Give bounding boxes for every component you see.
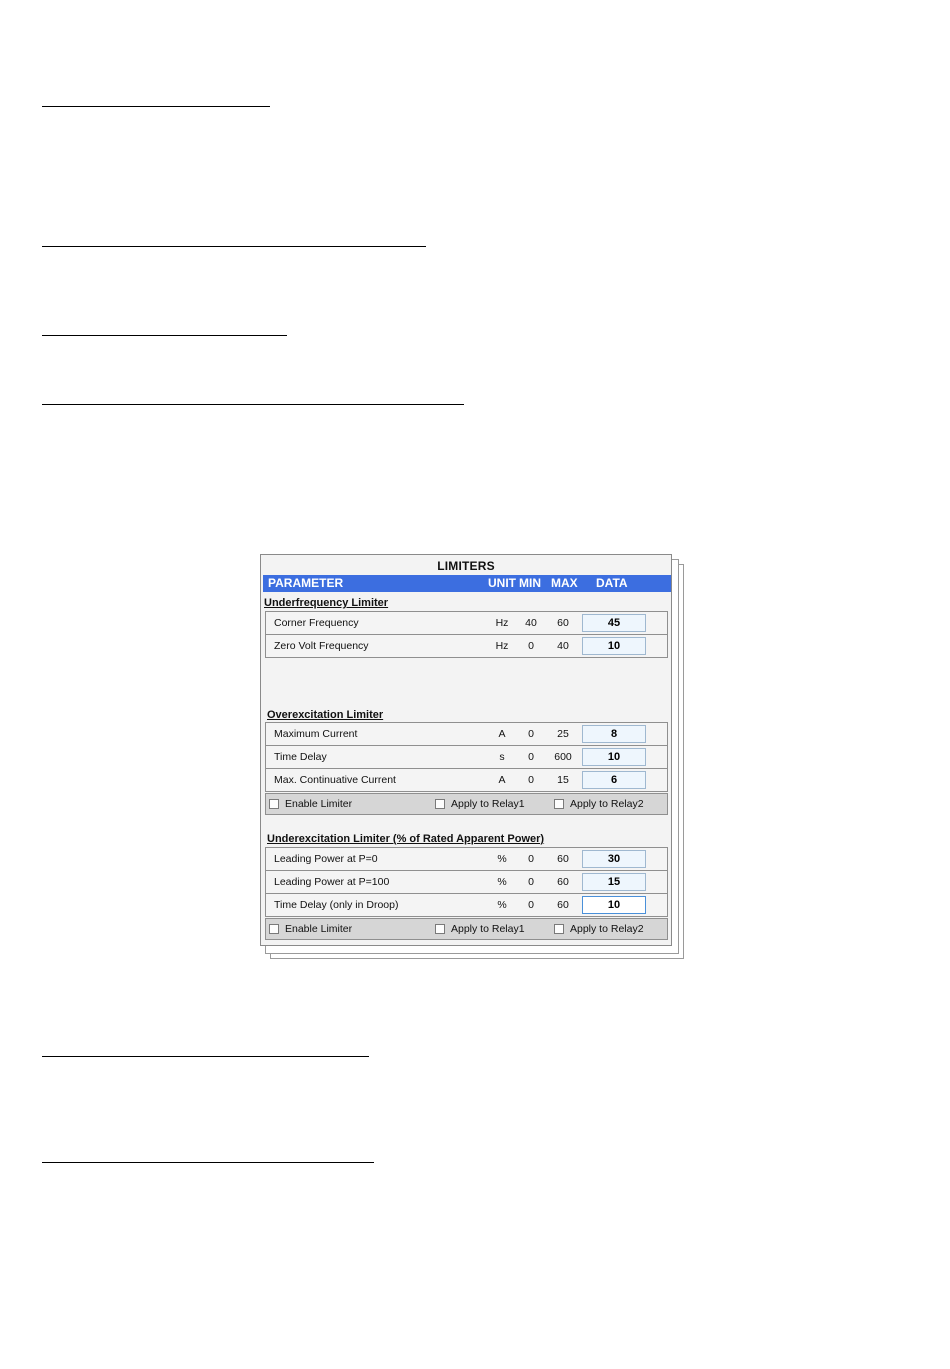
document-rule-3 [42,335,287,336]
overexcitation-options-bar [265,793,668,815]
checkbox-label: Apply to Relay2 [570,923,644,935]
document-rule-1 [42,106,270,107]
param-unit: A [498,774,506,786]
param-max: 60 [557,853,569,865]
checkbox-label: Enable Limiter [285,923,353,935]
param-name: Max. Continuative Current [274,774,396,786]
param-min: 0 [528,876,534,888]
param-name: Leading Power at P=100 [274,876,390,888]
param-name: Time Delay (only in Droop) [274,899,399,911]
param-max: 60 [557,617,569,629]
param-min: 0 [528,899,534,911]
panel-title: LIMITERS [437,559,495,573]
table-row [266,848,667,871]
param-name: Leading Power at P=0 [274,853,378,865]
limiters-panel [260,554,672,946]
document-rule-6 [42,1162,374,1163]
param-name: Maximum Current [274,728,358,740]
leading-power-p100-input[interactable] [582,873,646,891]
column-header-bar [263,575,671,592]
param-min: 40 [525,617,537,629]
param-min: 0 [528,640,534,652]
underexcitation-relay1-checkbox[interactable] [435,923,525,935]
droop-time-delay-input[interactable] [582,896,646,914]
underexcitation-enable-checkbox[interactable] [269,923,352,935]
param-unit: A [498,728,506,740]
document-rule-4 [42,404,464,405]
continuative-current-input[interactable] [582,771,646,789]
zero-volt-frequency-input[interactable] [582,637,646,655]
param-unit: s [499,751,505,763]
param-unit: Hz [495,617,509,629]
checkbox-icon [435,924,445,934]
header-min: MIN [519,576,541,590]
checkbox-icon [554,799,564,809]
table-row [266,871,667,894]
param-unit: Hz [495,640,509,652]
overexcitation-relay1-checkbox[interactable] [435,798,525,810]
param-min: 0 [528,853,534,865]
param-name: Corner Frequency [274,617,359,629]
table-row [266,894,667,916]
table-row [266,746,667,769]
checkbox-icon [269,799,279,809]
header-unit: UNIT [488,576,516,590]
param-max: 60 [557,899,569,911]
overexcitation-relay2-checkbox[interactable] [554,798,644,810]
header-max: MAX [551,576,578,590]
underexcitation-options-bar [265,918,668,940]
param-min: 0 [528,728,534,740]
checkbox-icon [269,924,279,934]
param-max: 40 [557,640,569,652]
underfrequency-title: Underfrequency Limiter [264,597,389,609]
param-unit: % [497,876,507,888]
leading-power-p0-input[interactable] [582,850,646,868]
checkbox-label: Apply to Relay1 [451,923,525,935]
param-min: 0 [528,751,534,763]
param-min: 0 [528,774,534,786]
param-unit: % [497,899,507,911]
overexcitation-title: Overexcitation Limiter [267,709,384,721]
checkbox-icon [435,799,445,809]
param-max: 15 [557,774,569,786]
overexcitation-table [265,722,668,792]
underexcitation-title: Underexcitation Limiter (% of Rated Apparent Power) [267,833,545,845]
header-parameter: PARAMETER [268,576,344,590]
param-name: Time Delay [274,751,327,763]
param-name: Zero Volt Frequency [274,640,369,652]
document-rule-2 [42,246,426,247]
table-row [266,769,667,791]
underfrequency-table [265,611,668,658]
table-row [266,635,667,657]
table-row [266,723,667,746]
checkbox-icon [554,924,564,934]
param-max: 600 [554,751,572,763]
checkbox-label: Apply to Relay2 [570,798,644,810]
corner-frequency-input[interactable] [582,614,646,632]
param-unit: % [497,853,507,865]
header-data: DATA [596,576,628,590]
maximum-current-input[interactable] [582,725,646,743]
param-max: 60 [557,876,569,888]
overexcitation-time-delay-input[interactable] [582,748,646,766]
checkbox-label: Apply to Relay1 [451,798,525,810]
overexcitation-enable-checkbox[interactable] [269,798,352,810]
param-max: 25 [557,728,569,740]
table-row [266,612,667,635]
underexcitation-relay2-checkbox[interactable] [554,923,644,935]
checkbox-label: Enable Limiter [285,798,353,810]
document-rule-5 [42,1056,369,1057]
underexcitation-table [265,847,668,917]
